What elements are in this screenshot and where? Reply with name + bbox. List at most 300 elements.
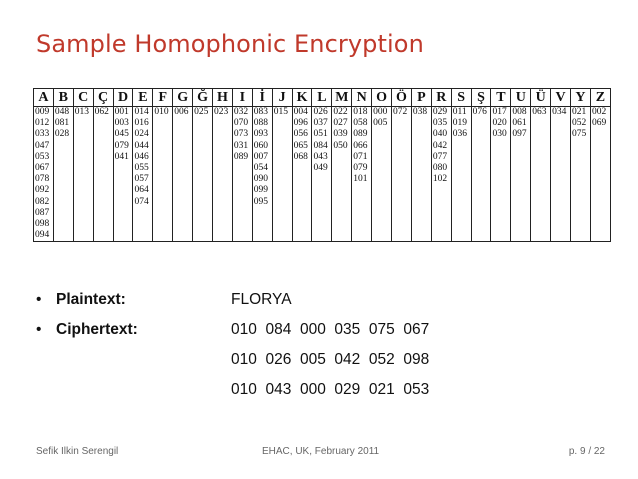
table-cell: [471, 197, 491, 208]
table-cell: 036: [451, 129, 471, 140]
table-cell: 075: [571, 129, 591, 140]
table-row: [34, 152, 611, 163]
table-cell: 021: [571, 107, 591, 119]
table-cell: 065: [292, 141, 312, 152]
table-cell: 017: [491, 107, 511, 119]
table-cell: [590, 141, 610, 152]
table-cell: [73, 118, 93, 129]
column-header: N: [352, 89, 372, 107]
table-cell: [173, 185, 193, 196]
ciphertext-line-2: 010 026 005 042 052 098: [231, 351, 430, 368]
table-cell: [213, 185, 233, 196]
table-cell: 019: [451, 118, 471, 129]
column-header: G: [173, 89, 193, 107]
table-cell: [53, 185, 73, 196]
table-cell: 063: [531, 107, 551, 119]
table-cell: [332, 163, 352, 174]
table-cell: [571, 152, 591, 163]
table-cell: [372, 129, 392, 140]
table-cell: [451, 141, 471, 152]
table-cell: [173, 141, 193, 152]
bullet-icon: •: [36, 291, 42, 308]
table-cell: 097: [511, 129, 531, 140]
table-cell: [272, 208, 292, 219]
table-cell: 007: [252, 152, 272, 163]
table-cell: [491, 152, 511, 163]
table-cell: [73, 141, 93, 152]
table-cell: [451, 219, 471, 230]
table-cell: [153, 208, 173, 219]
plaintext-label: Plaintext:: [56, 291, 126, 308]
table-cell: [352, 185, 372, 196]
table-cell: [372, 174, 392, 185]
table-row: [34, 174, 611, 185]
table-cell: [392, 163, 412, 174]
table-cell: [213, 152, 233, 163]
table-cell: [392, 219, 412, 230]
table-cell: 062: [93, 107, 113, 119]
table-cell: 076: [471, 107, 491, 119]
table-cell: 053: [34, 152, 54, 163]
table-cell: [411, 163, 431, 174]
table-cell: 102: [431, 174, 451, 185]
table-cell: [451, 152, 471, 163]
table-cell: [471, 118, 491, 129]
table-cell: [312, 174, 332, 185]
table-cell: [491, 185, 511, 196]
table-cell: [372, 152, 392, 163]
table-cell: 074: [133, 197, 153, 208]
table-cell: [213, 230, 233, 242]
table-cell: [471, 141, 491, 152]
column-header: Ş: [471, 89, 491, 107]
table-cell: [53, 230, 73, 242]
ciphertext-line-1: 010 084 000 035 075 067: [231, 321, 430, 338]
table-cell: [133, 219, 153, 230]
table-cell: [252, 230, 272, 242]
table-cell: 094: [34, 230, 54, 242]
table-cell: 033: [34, 129, 54, 140]
table-row: [34, 141, 611, 152]
table-cell: [551, 118, 571, 129]
table-cell: [551, 152, 571, 163]
table-cell: [590, 163, 610, 174]
table-row: [34, 208, 611, 219]
table-cell: [332, 208, 352, 219]
table-cell: 079: [352, 163, 372, 174]
table-cell: [272, 219, 292, 230]
table-cell: 027: [332, 118, 352, 129]
table-cell: [173, 197, 193, 208]
table-cell: [232, 208, 252, 219]
column-header: F: [153, 89, 173, 107]
table-cell: [93, 163, 113, 174]
table-cell: [153, 129, 173, 140]
table-cell: [551, 197, 571, 208]
table-cell: [531, 219, 551, 230]
table-cell: [272, 118, 292, 129]
column-header: L: [312, 89, 332, 107]
table-cell: [93, 197, 113, 208]
table-cell: [193, 163, 213, 174]
table-cell: 070: [232, 118, 252, 129]
table-cell: [392, 230, 412, 242]
table-cell: 031: [232, 141, 252, 152]
table-cell: [272, 163, 292, 174]
table-cell: [153, 141, 173, 152]
table-cell: 014: [133, 107, 153, 119]
table-cell: 082: [34, 197, 54, 208]
table-cell: [451, 230, 471, 242]
table-cell: [332, 230, 352, 242]
table-cell: 098: [34, 219, 54, 230]
table-cell: 054: [252, 163, 272, 174]
column-header: V: [551, 89, 571, 107]
table-cell: [292, 163, 312, 174]
table-cell: 090: [252, 174, 272, 185]
table-cell: [173, 230, 193, 242]
column-header: J: [272, 89, 292, 107]
table-cell: 067: [34, 163, 54, 174]
table-cell: [213, 197, 233, 208]
table-cell: [113, 197, 133, 208]
table-row: [34, 163, 611, 174]
table-cell: [113, 230, 133, 242]
table-cell: [411, 208, 431, 219]
column-header: A: [34, 89, 54, 107]
table-cell: [93, 129, 113, 140]
table-cell: [173, 129, 193, 140]
table-cell: [590, 129, 610, 140]
table-cell: 039: [332, 129, 352, 140]
table-cell: [551, 230, 571, 242]
column-header: S: [451, 89, 471, 107]
table-cell: 089: [352, 129, 372, 140]
table-cell: 051: [312, 129, 332, 140]
table-cell: [471, 230, 491, 242]
table-cell: [431, 230, 451, 242]
table-cell: [93, 230, 113, 242]
table-cell: [272, 174, 292, 185]
table-cell: 030: [491, 129, 511, 140]
table-cell: [232, 230, 252, 242]
table-cell: [53, 174, 73, 185]
table-cell: 093: [252, 129, 272, 140]
table-cell: 046: [133, 152, 153, 163]
table-cell: [491, 219, 511, 230]
table-cell: [113, 174, 133, 185]
table-cell: [193, 129, 213, 140]
table-cell: [491, 208, 511, 219]
table-cell: [411, 118, 431, 129]
table-cell: [590, 230, 610, 242]
table-cell: [491, 230, 511, 242]
table-cell: [213, 118, 233, 129]
table-cell: [372, 230, 392, 242]
table-cell: [73, 152, 93, 163]
table-cell: [571, 174, 591, 185]
table-cell: [511, 208, 531, 219]
footer-author: Sefik Ilkin Serengil: [36, 446, 119, 457]
table-cell: 028: [53, 129, 73, 140]
table-cell: [411, 185, 431, 196]
table-cell: [491, 163, 511, 174]
table-cell: 011: [451, 107, 471, 119]
table-cell: [571, 230, 591, 242]
table-cell: [252, 208, 272, 219]
table-cell: 048: [53, 107, 73, 119]
table-cell: 068: [292, 152, 312, 163]
table-row: [34, 230, 611, 242]
table-cell: 061: [511, 118, 531, 129]
table-cell: 096: [292, 118, 312, 129]
table-row: [34, 219, 611, 230]
column-header: O: [372, 89, 392, 107]
table-cell: [153, 185, 173, 196]
table-cell: [153, 118, 173, 129]
table-cell: [153, 230, 173, 242]
table-cell: [232, 174, 252, 185]
table-cell: 004: [292, 107, 312, 119]
table-cell: [272, 141, 292, 152]
table-cell: 050: [332, 141, 352, 152]
table-cell: 072: [392, 107, 412, 119]
table-cell: [113, 208, 133, 219]
table-cell: [372, 197, 392, 208]
table-cell: 022: [332, 107, 352, 119]
table-cell: [312, 185, 332, 196]
table-cell: [431, 197, 451, 208]
table-cell: [232, 219, 252, 230]
table-cell: [53, 141, 73, 152]
table-cell: [332, 174, 352, 185]
table-cell: [590, 185, 610, 196]
table-cell: 032: [232, 107, 252, 119]
table-cell: [213, 219, 233, 230]
table-cell: [372, 208, 392, 219]
table-cell: [471, 129, 491, 140]
table-cell: 038: [411, 107, 431, 119]
column-header: K: [292, 89, 312, 107]
table-cell: [431, 185, 451, 196]
table-cell: [332, 197, 352, 208]
table-cell: [531, 152, 551, 163]
table-cell: [213, 208, 233, 219]
table-cell: [93, 118, 113, 129]
table-cell: [53, 208, 73, 219]
table-cell: [451, 174, 471, 185]
table-cell: [531, 197, 551, 208]
table-row: [34, 118, 611, 129]
table-cell: [392, 174, 412, 185]
table-cell: 006: [173, 107, 193, 119]
table-cell: [272, 230, 292, 242]
table-cell: [571, 141, 591, 152]
table-cell: [511, 197, 531, 208]
table-cell: [312, 219, 332, 230]
table-cell: [471, 152, 491, 163]
table-row: [34, 197, 611, 208]
table-cell: [590, 197, 610, 208]
table-cell: 092: [34, 185, 54, 196]
table-cell: [213, 129, 233, 140]
table-cell: [531, 163, 551, 174]
table-cell: [531, 230, 551, 242]
table-row: [34, 129, 611, 140]
table-cell: [213, 141, 233, 152]
table-cell: [471, 185, 491, 196]
table-cell: [113, 185, 133, 196]
table-cell: [392, 129, 412, 140]
table-cell: [531, 141, 551, 152]
column-header: I: [232, 89, 252, 107]
table-cell: [451, 197, 471, 208]
table-cell: [173, 219, 193, 230]
table-cell: [332, 152, 352, 163]
table-cell: 060: [252, 141, 272, 152]
table-cell: 089: [232, 152, 252, 163]
column-header: D: [113, 89, 133, 107]
slide-title: Sample Homophonic Encryption: [36, 30, 424, 58]
table-cell: [551, 141, 571, 152]
table-cell: [352, 230, 372, 242]
table-cell: [551, 163, 571, 174]
table-cell: 016: [133, 118, 153, 129]
table-cell: [411, 197, 431, 208]
column-header: R: [431, 89, 451, 107]
table-cell: [471, 219, 491, 230]
column-header: T: [491, 89, 511, 107]
table-cell: 064: [133, 185, 153, 196]
table-cell: [372, 219, 392, 230]
table-cell: [312, 197, 332, 208]
table-cell: 003: [113, 118, 133, 129]
table-cell: [332, 185, 352, 196]
table-cell: [53, 163, 73, 174]
table-cell: 013: [73, 107, 93, 119]
table-cell: [431, 208, 451, 219]
table-cell: [571, 208, 591, 219]
table-cell: [133, 230, 153, 242]
table-cell: [451, 163, 471, 174]
column-header: B: [53, 89, 73, 107]
table-cell: [173, 163, 193, 174]
column-header: Y: [571, 89, 591, 107]
table-cell: [292, 197, 312, 208]
table-cell: [511, 174, 531, 185]
table-cell: [73, 174, 93, 185]
table-cell: [173, 152, 193, 163]
table-cell: [213, 163, 233, 174]
table-cell: 073: [232, 129, 252, 140]
table-cell: 034: [551, 107, 571, 119]
table-cell: [551, 208, 571, 219]
table-cell: [292, 185, 312, 196]
column-header: C: [73, 89, 93, 107]
table-cell: [392, 208, 412, 219]
table-cell: [292, 174, 312, 185]
table-cell: [352, 197, 372, 208]
table-cell: [153, 197, 173, 208]
table-cell: [531, 129, 551, 140]
table-cell: [491, 141, 511, 152]
table-cell: [193, 141, 213, 152]
table-cell: [332, 219, 352, 230]
table-cell: 035: [431, 118, 451, 129]
table-cell: [352, 208, 372, 219]
table-cell: 002: [590, 107, 610, 119]
table-cell: [590, 208, 610, 219]
table-cell: [411, 174, 431, 185]
table-cell: 058: [352, 118, 372, 129]
table-cell: [451, 208, 471, 219]
table-cell: 009: [34, 107, 54, 119]
table-cell: [511, 152, 531, 163]
table-cell: [551, 174, 571, 185]
table-cell: 020: [491, 118, 511, 129]
table-cell: [193, 185, 213, 196]
table-cell: 045: [113, 129, 133, 140]
table-header-row: [34, 89, 611, 107]
table-cell: 018: [352, 107, 372, 119]
table-cell: [531, 174, 551, 185]
table-cell: 101: [352, 174, 372, 185]
table-cell: 052: [571, 118, 591, 129]
table-cell: 099: [252, 185, 272, 196]
table-cell: 057: [133, 174, 153, 185]
table-cell: [571, 197, 591, 208]
table-cell: 040: [431, 129, 451, 140]
table-cell: [232, 197, 252, 208]
table-cell: [173, 174, 193, 185]
table-cell: [511, 230, 531, 242]
table-cell: [372, 163, 392, 174]
table-cell: [571, 185, 591, 196]
table-cell: 078: [34, 174, 54, 185]
table-cell: [451, 185, 471, 196]
column-header: Ü: [531, 89, 551, 107]
table-cell: [153, 152, 173, 163]
table-cell: [153, 163, 173, 174]
plaintext-value: FLORYA: [231, 291, 292, 308]
table-cell: 088: [252, 118, 272, 129]
table-cell: [392, 118, 412, 129]
table-cell: [471, 174, 491, 185]
table-cell: [411, 129, 431, 140]
table-cell: 084: [312, 141, 332, 152]
table-cell: [292, 230, 312, 242]
table-cell: [153, 174, 173, 185]
table-cell: [471, 208, 491, 219]
table-cell: 025: [193, 107, 213, 119]
table-cell: [272, 152, 292, 163]
table-cell: 023: [213, 107, 233, 119]
table-cell: 042: [431, 141, 451, 152]
table-cell: 066: [352, 141, 372, 152]
table-cell: [571, 219, 591, 230]
column-header: P: [411, 89, 431, 107]
table-cell: [392, 197, 412, 208]
table-cell: [590, 152, 610, 163]
table-cell: [193, 118, 213, 129]
table-cell: [113, 219, 133, 230]
table-cell: 012: [34, 118, 54, 129]
table-cell: [53, 219, 73, 230]
homophonic-table: [33, 88, 611, 242]
table-cell: 056: [292, 129, 312, 140]
table-cell: [93, 185, 113, 196]
table-cell: [491, 197, 511, 208]
